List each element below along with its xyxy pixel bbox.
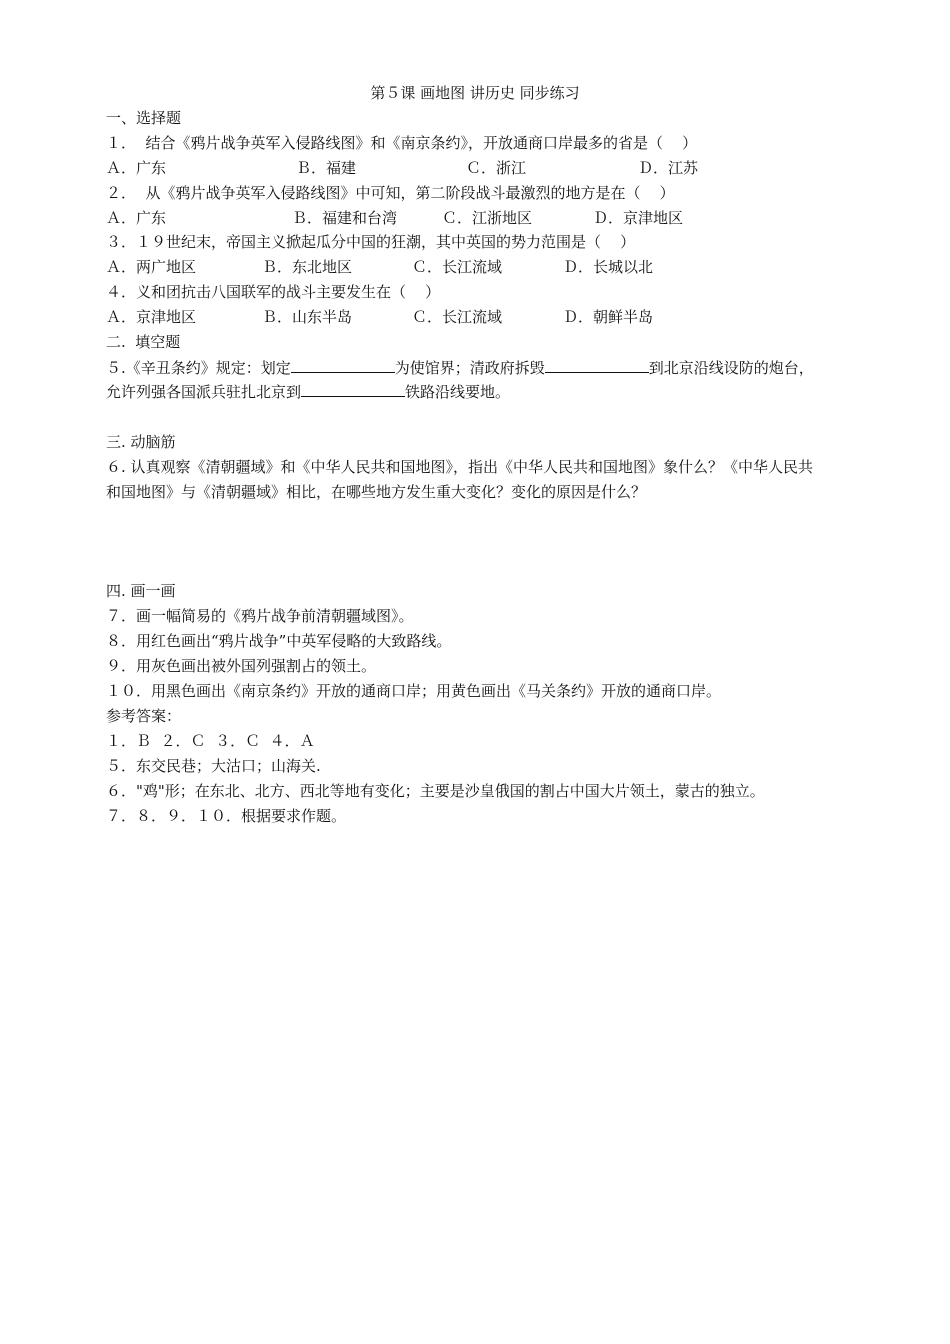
option-c: Ｃ．浙江 — [466, 159, 527, 177]
q5-text-3: 到北京沿线设防的炮台， — [648, 359, 814, 377]
q5-text-1: ５.《辛丑条约》规定：划定 — [106, 359, 291, 377]
section-heading-think: 三. 动脑筋 — [106, 433, 176, 451]
section-heading-draw: 四. 画一画 — [106, 582, 176, 600]
section-heading-choice: 一、选择题 — [106, 109, 182, 127]
answer-line: ６．"鸡"形；在东北、北方、西北等地有变化；主要是沙皇俄国的割占中国大片领土，蒙古的独立。 — [106, 782, 765, 800]
option-b: Ｂ．福建 — [296, 159, 357, 177]
question-4: ４．义和团抗击八国联军的战斗主要发生在（ ） — [106, 283, 441, 301]
question-6-line-2: 和国地图》与《清朝疆域》相比，在哪些地方发生重大变化？变化的原因是什么？ — [106, 483, 647, 501]
question-2: ２． 从《鸦片战争英军入侵路线图》中可知，第二阶段战斗最激烈的地方是在（ ） — [106, 184, 675, 202]
answer-line: ７．８．９．１０．根据要求作题。 — [106, 807, 347, 825]
option-a: Ａ．广东 — [106, 209, 167, 227]
question-10: １０．用黑色画出《南京条约》开放的通商口岸；用黄色画出《马关条约》开放的通商口岸。 — [106, 682, 722, 700]
q5-text-2: 为使馆界；清政府拆毁 — [394, 359, 545, 377]
question-5-line-1 — [106, 357, 814, 378]
option-d: Ｄ．江苏 — [638, 159, 699, 177]
blank-2 — [545, 357, 649, 373]
answer-line: １．Ｂ ２．Ｃ ３．Ｃ ４．Ａ — [106, 732, 315, 750]
question-1: １． 结合《鸦片战争英军入侵路线图》和《南京条约》，开放通商口岸最多的省是（ ） — [106, 134, 698, 152]
option-a: Ａ．广东 — [106, 159, 167, 177]
blank-1 — [291, 357, 395, 373]
option-b: Ｂ．山东半岛 — [262, 308, 353, 326]
option-d: Ｄ．长城以北 — [563, 258, 654, 276]
option-c: Ｃ．长江流域 — [412, 258, 503, 276]
question-8: ８．用红色画出“鸦片战争”中英军侵略的大致路线。 — [106, 632, 452, 650]
question-7: ７．画一幅简易的《鸦片战争前清朝疆域图》。 — [106, 607, 414, 625]
option-c: Ｃ．江浙地区 — [442, 209, 533, 227]
question-6-line-1: ６. 认真观察《清朝疆域》和《中华人民共和国地图》，指出《中华人民共和国地图》象什么？《中华人民共 — [106, 458, 814, 476]
blank-3 — [301, 381, 405, 397]
question-9: ９．用灰色画出被外国列强割占的领土。 — [106, 657, 377, 675]
question-5-line-2 — [106, 381, 510, 402]
option-d: Ｄ．京津地区 — [593, 209, 684, 227]
option-a: Ａ．京津地区 — [106, 308, 197, 326]
option-a: Ａ．两广地区 — [106, 258, 197, 276]
question-3: ３．１９世纪末，帝国主义掀起瓜分中国的狂潮，其中英国的势力范围是（ ） — [106, 233, 636, 251]
q5-text-5: 铁路沿线要地。 — [405, 383, 511, 401]
option-b: Ｂ．福建和台湾 — [292, 209, 398, 227]
section-heading-fill-in: 二. 填空题 — [106, 333, 181, 351]
option-d: Ｄ．朝鲜半岛 — [563, 308, 654, 326]
q5-text-4: 允许列强各国派兵驻扎北京到 — [106, 383, 302, 401]
page-title: 第５课 画地图 讲历史 同步练习 — [370, 84, 580, 102]
option-b: Ｂ．东北地区 — [262, 258, 353, 276]
answer-line: ５．东交民巷；大沽口；山海关. — [106, 757, 321, 775]
option-c: Ｃ．长江流域 — [412, 308, 503, 326]
answers-label: 参考答案： — [106, 707, 182, 725]
